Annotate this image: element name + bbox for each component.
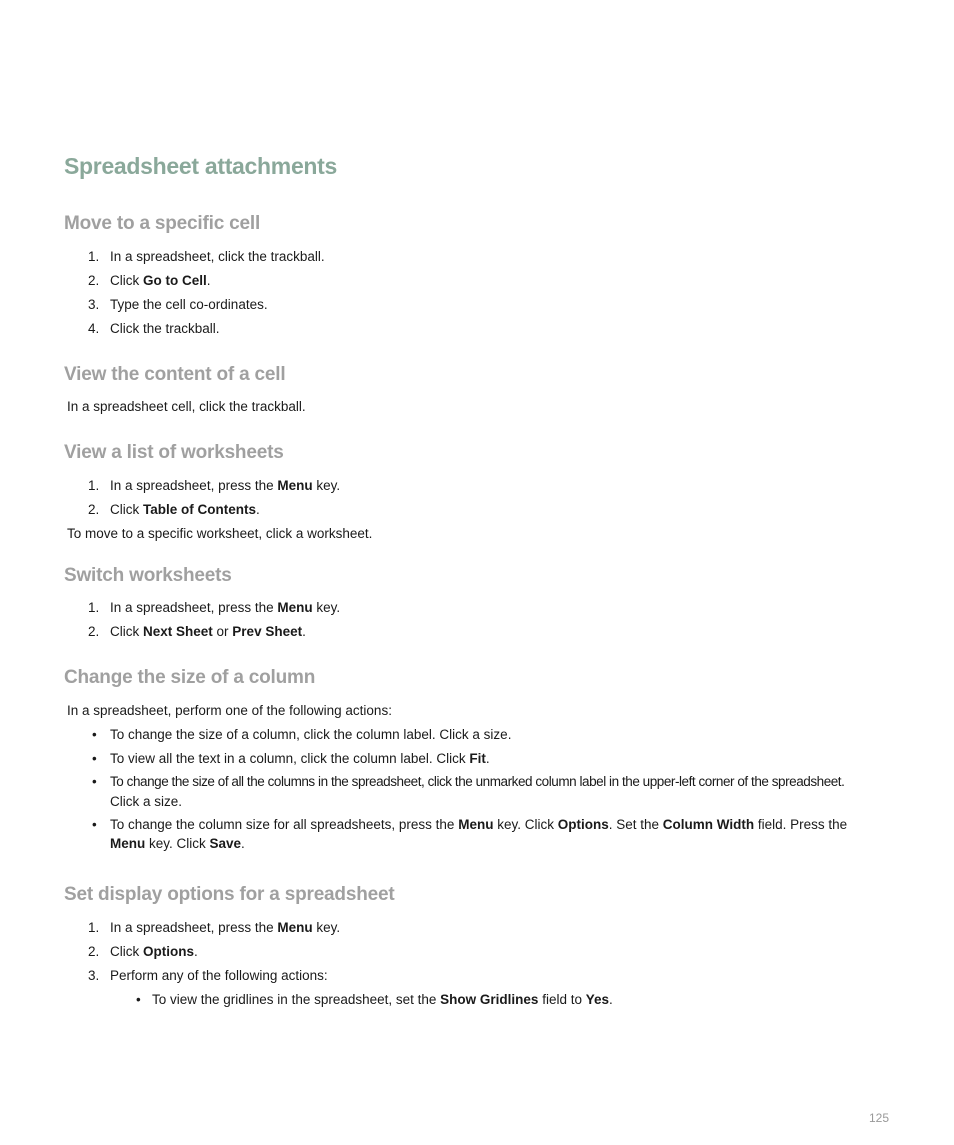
step-text: Click Table of Contents. — [110, 502, 260, 517]
bullet: • — [136, 992, 141, 1007]
ui-term: Go to Cell — [143, 273, 207, 288]
step-text: In a spreadsheet, press the Menu key. — [110, 920, 341, 935]
bullet: • — [92, 727, 97, 742]
ui-term: Options — [557, 817, 609, 832]
bullet: • — [92, 774, 97, 789]
step-number: 2. — [88, 502, 100, 517]
bullet-text: To change the column size for all spreadsheets, press the Menu key. Click Options. Set the Column Width field. Press the — [110, 817, 848, 832]
page-title: Spreadsheet attachments — [64, 153, 338, 179]
step-text: In a spreadsheet, press the Menu key. — [110, 600, 341, 615]
heading-view-content: View the content of a cell — [64, 364, 286, 385]
bullet-text-continued: Click a size. — [110, 794, 183, 809]
step-number: 2. — [88, 624, 100, 639]
ui-term: Options — [143, 944, 194, 959]
sub-bullet-text: To view the gridlines in the spreadsheet, set the Show Gridlines field to Yes. — [152, 992, 613, 1007]
heading-view-list: View a list of worksheets — [64, 442, 284, 463]
heading-display-options: Set display options for a spreadsheet — [64, 884, 395, 905]
step-number: 1. — [88, 478, 100, 493]
step-number: 1. — [88, 600, 100, 615]
page-number: 125 — [869, 1111, 890, 1125]
step-number: 1. — [88, 249, 100, 264]
step-number: 1. — [88, 920, 100, 935]
paragraph: To move to a specific worksheet, click a worksheet. — [67, 526, 373, 541]
ui-term: Yes — [585, 992, 609, 1007]
step-number: 3. — [88, 297, 100, 312]
step-number: 3. — [88, 968, 100, 983]
step-number: 2. — [88, 944, 100, 959]
ui-term: Next Sheet — [143, 624, 213, 639]
step-text: Click the trackball. — [110, 321, 220, 336]
ui-term: Show Gridlines — [440, 992, 539, 1007]
ui-term: Table of Contents — [143, 502, 256, 517]
step-number: 4. — [88, 321, 100, 336]
ui-term: Prev Sheet — [232, 624, 303, 639]
ui-term: Menu — [277, 478, 313, 493]
ui-term: Fit — [469, 751, 486, 766]
bullet: • — [92, 751, 97, 766]
ui-term: Menu — [110, 836, 146, 851]
bullet-text-continued: Menu key. Click Save. — [110, 836, 245, 851]
paragraph: In a spreadsheet cell, click the trackball. — [67, 399, 306, 414]
step-number: 2. — [88, 273, 100, 288]
ui-term: Menu — [458, 817, 494, 832]
ui-term: Column Width — [662, 817, 755, 832]
paragraph: In a spreadsheet, perform one of the following actions: — [67, 703, 392, 718]
heading-column-size: Change the size of a column — [64, 667, 316, 688]
heading-switch-worksheets: Switch worksheets — [64, 565, 232, 586]
ui-term: Menu — [277, 600, 313, 615]
step-text: Click Next Sheet or Prev Sheet. — [110, 624, 306, 639]
bullet-text: To change the size of all the columns in the spreadsheet, click the unmarked column label in the upper-left corner of the spreadsheet. — [110, 774, 845, 789]
step-text: Type the cell co-ordinates. — [110, 297, 268, 312]
step-text: In a spreadsheet, click the trackball. — [110, 249, 325, 264]
heading-move-to-cell: Move to a specific cell — [64, 213, 261, 234]
ui-term: Menu — [277, 920, 313, 935]
ui-term: Save — [209, 836, 242, 851]
bullet-text: To view all the text in a column, click the column label. Click Fit. — [110, 751, 490, 766]
step-text: Click Go to Cell. — [110, 273, 211, 288]
step-text: Click Options. — [110, 944, 198, 959]
bullet-text: To change the size of a column, click the column label. Click a size. — [110, 727, 512, 742]
step-text: In a spreadsheet, press the Menu key. — [110, 478, 341, 493]
bullet: • — [92, 817, 97, 832]
step-text: Perform any of the following actions: — [110, 968, 328, 983]
